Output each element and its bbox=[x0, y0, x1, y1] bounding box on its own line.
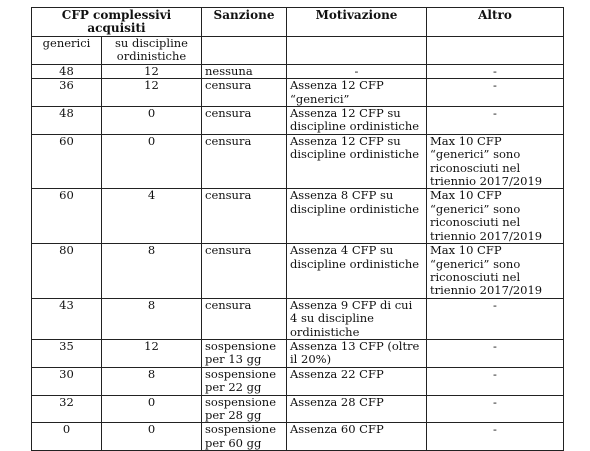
cell-ordinistiche: 0 bbox=[102, 134, 202, 189]
cell-generici: 36 bbox=[32, 79, 102, 107]
cell-sanzione: censura bbox=[202, 244, 287, 299]
table-row bbox=[32, 134, 564, 189]
cell-sanzione: censura bbox=[202, 189, 287, 244]
cell-motivazione: Assenza 8 CFP su discipline ordinistiche bbox=[287, 189, 427, 244]
cell-motivazione: Assenza 60 CFP bbox=[287, 423, 427, 451]
cell-altro: Max 10 CFP “generici” sono riconosciuti nel triennio 2017/2019 bbox=[427, 244, 564, 299]
cell-generici: 48 bbox=[32, 107, 102, 135]
cell-generici: 60 bbox=[32, 189, 102, 244]
cell-generici: 30 bbox=[32, 367, 102, 395]
cell-sanzione: sospensione per 22 gg bbox=[202, 367, 287, 395]
table-row bbox=[32, 395, 564, 423]
table-row bbox=[32, 339, 564, 367]
cell-generici: 80 bbox=[32, 244, 102, 299]
cell-motivazione: Assenza 13 CFP (oltre il 20%) bbox=[287, 339, 427, 367]
table-row bbox=[32, 79, 564, 107]
cell-ordinistiche: 8 bbox=[102, 298, 202, 339]
cell-motivazione: Assenza 9 CFP di cui 4 su discipline ordinistiche bbox=[287, 298, 427, 339]
table-header-row bbox=[32, 8, 564, 37]
cell-ordinistiche: 8 bbox=[102, 244, 202, 299]
cell-sanzione: sospensione per 13 gg bbox=[202, 339, 287, 367]
subheader-empty-altro bbox=[427, 36, 564, 64]
cell-ordinistiche: 8 bbox=[102, 367, 202, 395]
table-row bbox=[32, 189, 564, 244]
subheader-generici: generici bbox=[32, 36, 102, 64]
cell-altro: - bbox=[427, 339, 564, 367]
cell-altro: Max 10 CFP “generici” sono riconosciuti nel triennio 2017/2019 bbox=[427, 189, 564, 244]
header-cfp-acquisiti: CFP complessivi acquisiti bbox=[32, 8, 202, 37]
cell-generici: 43 bbox=[32, 298, 102, 339]
cell-motivazione: Assenza 12 CFP su discipline ordinistiche bbox=[287, 134, 427, 189]
cell-altro: - bbox=[427, 107, 564, 135]
cell-sanzione: nessuna bbox=[202, 64, 287, 78]
cell-generici: 0 bbox=[32, 423, 102, 451]
header-altro: Altro bbox=[427, 8, 564, 37]
cell-altro: - bbox=[427, 298, 564, 339]
cell-altro: - bbox=[427, 395, 564, 423]
cell-ordinistiche: 12 bbox=[102, 79, 202, 107]
subheader-empty-sanzione bbox=[202, 36, 287, 64]
cfp-sanctions-table-wrapper bbox=[31, 7, 564, 451]
table-row bbox=[32, 298, 564, 339]
header-sanzione: Sanzione bbox=[202, 8, 287, 37]
table-body bbox=[32, 64, 564, 450]
cell-motivazione: Assenza 12 CFP su discipline ordinistiche bbox=[287, 107, 427, 135]
cell-altro: - bbox=[427, 367, 564, 395]
cell-ordinistiche: 4 bbox=[102, 189, 202, 244]
header-motivazione: Motivazione bbox=[287, 8, 427, 37]
cell-altro: - bbox=[427, 423, 564, 451]
cell-generici: 60 bbox=[32, 134, 102, 189]
cell-sanzione: sospensione per 28 gg bbox=[202, 395, 287, 423]
subheader-ordinistiche: su discipline ordinistiche bbox=[102, 36, 202, 64]
cell-sanzione: censura bbox=[202, 298, 287, 339]
cell-motivazione: Assenza 4 CFP su discipline ordinistiche bbox=[287, 244, 427, 299]
cell-sanzione: censura bbox=[202, 134, 287, 189]
cell-sanzione: censura bbox=[202, 107, 287, 135]
subheader-empty-motivazione bbox=[287, 36, 427, 64]
table-row bbox=[32, 64, 564, 78]
cell-ordinistiche: 12 bbox=[102, 339, 202, 367]
table-row bbox=[32, 367, 564, 395]
table-row bbox=[32, 107, 564, 135]
cell-sanzione: censura bbox=[202, 79, 287, 107]
cell-generici: 35 bbox=[32, 339, 102, 367]
cell-generici: 48 bbox=[32, 64, 102, 78]
cell-sanzione: sospensione per 60 gg bbox=[202, 423, 287, 451]
cell-ordinistiche: 0 bbox=[102, 107, 202, 135]
cell-ordinistiche: 0 bbox=[102, 423, 202, 451]
cell-ordinistiche: 0 bbox=[102, 395, 202, 423]
cell-motivazione: Assenza 12 CFP “generici” bbox=[287, 79, 427, 107]
cell-altro: - bbox=[427, 64, 564, 78]
cell-motivazione: - bbox=[287, 64, 427, 78]
cfp-sanctions-table bbox=[31, 7, 564, 451]
cell-altro: - bbox=[427, 79, 564, 107]
table-row bbox=[32, 244, 564, 299]
cell-ordinistiche: 12 bbox=[102, 64, 202, 78]
cell-altro: Max 10 CFP “generici” sono riconosciuti nel triennio 2017/2019 bbox=[427, 134, 564, 189]
cell-motivazione: Assenza 28 CFP bbox=[287, 395, 427, 423]
table-subheader-row bbox=[32, 36, 564, 64]
cell-generici: 32 bbox=[32, 395, 102, 423]
cell-motivazione: Assenza 22 CFP bbox=[287, 367, 427, 395]
